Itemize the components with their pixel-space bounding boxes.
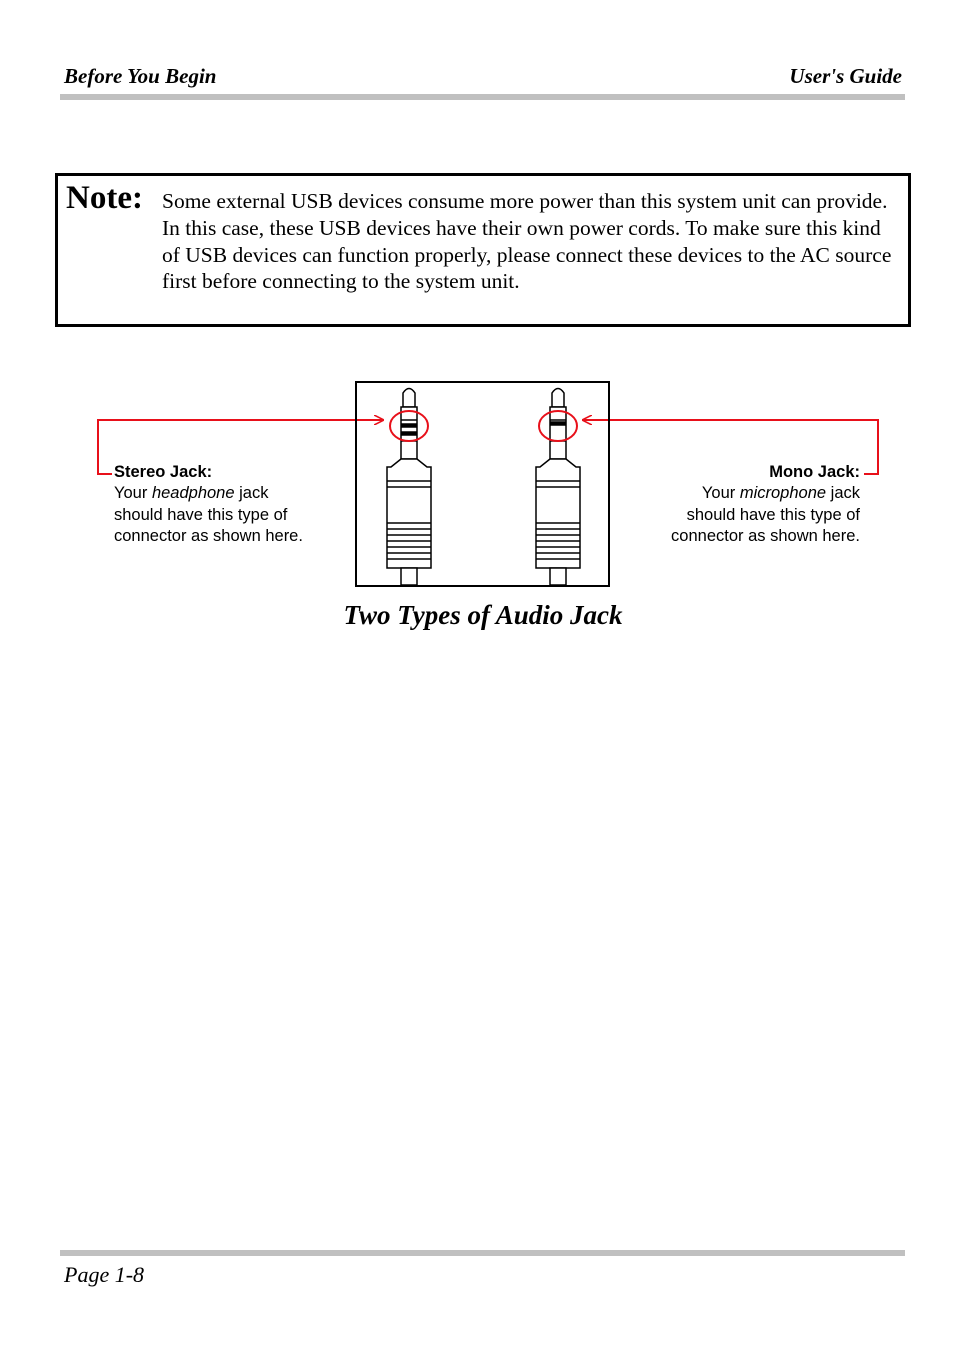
stereo-jack-line1: Your headphone jack [114, 484, 269, 503]
footer-rule [60, 1250, 905, 1256]
note-label: Note: [66, 180, 143, 216]
running-header-left: Before You Begin [64, 64, 217, 88]
mono-jack-callout [671, 462, 860, 547]
mono-jack-title: Mono Jack: [769, 463, 860, 481]
audio-jack-figure [0, 370, 954, 610]
running-header-right: User's Guide [789, 64, 902, 88]
mono-jack-line1: Your microphone jack [701, 484, 860, 503]
mono-jack-line3: connector as shown here. [671, 526, 860, 545]
jack-illustration-frame [355, 381, 610, 587]
stereo-jack-line3: connector as shown here. [114, 526, 303, 545]
figure-caption: Two Types of Audio Jack [343, 600, 623, 630]
note-box [55, 173, 911, 327]
stereo-jack-line2: should have this type of [114, 505, 288, 524]
note-text: Some external USB devices consume more power than this system unit can provide. In this case, these USB devices have their own power cords. To make sure this kind of USB devices can function properly, please connect these devices to the AC source first before connecting to the system unit. [162, 189, 892, 294]
stereo-jack-callout [114, 462, 303, 547]
stereo-jack-title: Stereo Jack: [114, 463, 213, 481]
page-number: Page 1-8 [64, 1262, 145, 1287]
header-rule [60, 94, 905, 100]
mono-jack-line2: should have this type of [686, 505, 860, 524]
